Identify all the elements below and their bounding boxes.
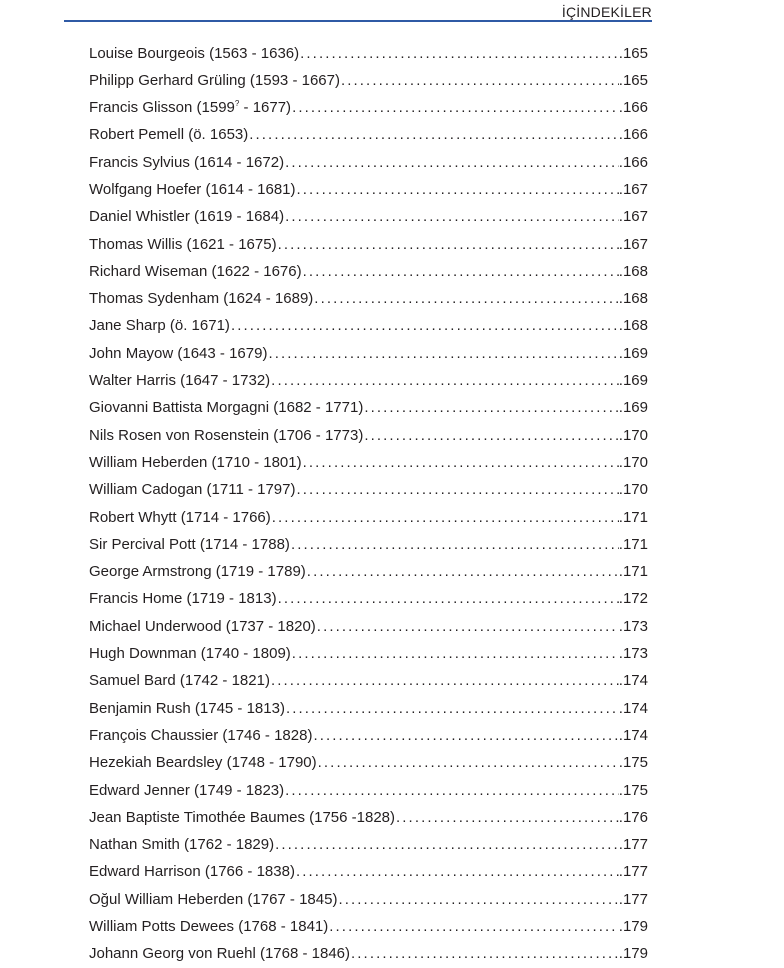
toc-entry[interactable] [89, 449, 648, 476]
entry-page-number: .167 [618, 235, 648, 253]
entry-title [89, 476, 297, 503]
dot-leader [318, 749, 619, 776]
entry-title-text: Oğul William Heberden (1767 - 1845) [89, 890, 338, 908]
dot-leader [285, 149, 619, 176]
toc-entry[interactable] [89, 695, 648, 722]
entry-page-number: .175 [618, 781, 648, 799]
entry-page-number: .168 [618, 262, 648, 280]
toc-entry[interactable] [89, 231, 648, 258]
dot-leader [341, 67, 619, 94]
entry-title [89, 585, 278, 612]
dot-leader [296, 858, 619, 885]
dot-leader [297, 476, 619, 503]
entry-title [89, 340, 268, 367]
entry-page-number: .166 [618, 126, 648, 144]
entry-title [89, 640, 292, 667]
toc-entry[interactable] [89, 476, 648, 503]
section-title: İÇİNDEKİLER [561, 4, 652, 20]
toc-entry[interactable] [89, 613, 648, 640]
dot-leader [271, 667, 619, 694]
entry-title-text: Sir Percival Pott (1714 - 1788) [89, 535, 290, 553]
entry-title-text: François Chaussier (1746 - 1828) [89, 726, 313, 744]
entry-page-number: .172 [618, 590, 648, 608]
toc-entry[interactable] [89, 203, 648, 230]
entry-page-number: .167 [618, 180, 648, 198]
dot-leader [292, 640, 619, 667]
entry-page-number: .168 [618, 290, 648, 308]
entry-title [89, 695, 286, 722]
dot-leader [329, 913, 619, 940]
entry-title [89, 858, 296, 885]
dot-leader [297, 176, 619, 203]
entry-title [89, 67, 341, 94]
dot-leader [292, 94, 619, 121]
entry-title-text: Samuel Bard (1742 - 1821) [89, 672, 270, 690]
entry-title-text: William Cadogan (1711 - 1797) [89, 481, 296, 499]
dot-leader [351, 940, 619, 967]
toc-entry[interactable] [89, 340, 648, 367]
entry-page-number: .170 [618, 453, 648, 471]
entry-title [89, 231, 278, 258]
entry-page-number: .169 [618, 344, 648, 362]
toc-entry[interactable] [89, 67, 648, 94]
dot-leader [317, 613, 619, 640]
entry-title [89, 913, 329, 940]
dot-leader [313, 722, 618, 749]
entry-title [89, 176, 297, 203]
toc-entry[interactable] [89, 149, 648, 176]
entry-page-number: .179 [618, 918, 648, 935]
entry-title-text: Johann Georg von Ruehl (1768 - 1846) [89, 945, 351, 963]
entry-page-number: .177 [618, 890, 648, 908]
dot-leader [268, 340, 618, 367]
dot-leader [364, 394, 618, 421]
dot-leader [278, 585, 619, 612]
dot-leader [231, 312, 619, 339]
toc-entry[interactable] [89, 531, 648, 558]
toc-entry[interactable] [89, 558, 648, 585]
dot-leader [272, 504, 619, 531]
entry-title-text: Richard Wiseman (1622 - 1676) [89, 262, 302, 280]
entry-title-text: John Mayow (1643 - 1679) [89, 344, 268, 362]
entry-title [89, 94, 292, 121]
dot-leader [286, 695, 619, 722]
toc-entry[interactable] [89, 886, 648, 913]
toc-entry[interactable] [89, 858, 648, 885]
toc-entry[interactable] [89, 312, 648, 339]
dot-leader [307, 558, 619, 585]
entry-title [89, 394, 364, 421]
entry-page-number: .169 [618, 372, 648, 390]
entry-page-number: .174 [618, 672, 648, 690]
page-header [64, 0, 652, 21]
entry-page-number: .171 [618, 508, 648, 526]
entry-page-number: .170 [618, 481, 648, 499]
dot-leader [303, 258, 619, 285]
dot-leader [285, 777, 619, 804]
entry-title [89, 258, 303, 285]
toc-entry[interactable] [89, 667, 648, 694]
entry-title [89, 203, 285, 230]
entry-page-number: .170 [618, 426, 648, 444]
entry-title-text: Jean Baptiste Timothée Baumes (1756 -1828) [89, 808, 396, 826]
dot-leader [364, 422, 618, 449]
entry-title [89, 558, 307, 585]
dot-leader [396, 804, 619, 831]
entry-title [89, 804, 396, 831]
entry-page-number: .169 [618, 399, 648, 417]
toc-entry[interactable] [89, 367, 648, 394]
toc-entry[interactable] [89, 640, 648, 667]
toc-entry[interactable] [89, 804, 648, 831]
entry-title [89, 149, 285, 176]
entry-title [89, 285, 314, 312]
entry-title-text: Edward Harrison (1766 - 1838) [89, 863, 295, 881]
toc-entry[interactable] [89, 258, 648, 285]
toc-entry[interactable] [89, 422, 648, 449]
entry-title-text: Jane Sharp (ö. 1671) [89, 317, 230, 335]
toc-entry[interactable] [89, 831, 648, 858]
entry-page-number: .167 [618, 208, 648, 226]
entry-title-text: Benjamin Rush (1745 - 1813) [89, 699, 285, 717]
toc-entry[interactable] [89, 940, 648, 967]
entry-title [89, 886, 338, 913]
toc-entry[interactable] [89, 176, 648, 203]
entry-title [89, 40, 300, 67]
entry-title-text: Nils Rosen von Rosenstein (1706 - 1773) [89, 426, 364, 444]
entry-title-text: Francis Sylvius (1614 - 1672) [89, 153, 285, 171]
entry-title [89, 749, 318, 776]
entry-title-text: Daniel Whistler (1619 - 1684) [89, 208, 285, 226]
toc-entry[interactable] [89, 749, 648, 776]
entry-title [89, 504, 272, 531]
entry-title [89, 940, 351, 967]
entry-title-text: Robert Whytt (1714 - 1766) [89, 508, 271, 526]
entry-page-number: .173 [618, 617, 648, 635]
dot-leader [291, 531, 619, 558]
entry-title [89, 831, 275, 858]
entry-page-number: .173 [618, 645, 648, 663]
toc-entry[interactable] [89, 285, 648, 312]
entry-title-text: Hezekiah Beardsley (1748 - 1790) [89, 754, 317, 772]
entry-title [89, 422, 364, 449]
entry-title-text: Francis Glisson (1599 [89, 99, 235, 117]
dot-leader [278, 231, 619, 258]
entry-page-number: .165 [618, 44, 648, 62]
entry-title-text: Edward Jenner (1749 - 1823) [89, 781, 285, 799]
toc-entry[interactable] [89, 394, 648, 421]
entry-title [89, 613, 317, 640]
entry-title-text: Giovanni Battista Morgagni (1682 - 1771) [89, 399, 364, 417]
entry-title-text: Michael Underwood (1737 - 1820) [89, 617, 316, 635]
entry-page-number: .174 [618, 699, 648, 717]
entry-title-text: Robert Pemell (ö. 1653) [89, 126, 249, 144]
dot-leader [275, 831, 619, 858]
entry-title-text: William Heberden (1710 - 1801) [89, 453, 302, 471]
entry-title-text: Louise Bourgeois (1563 - 1636) [89, 44, 300, 62]
entry-title-text: Walter Harris (1647 - 1732) [89, 372, 271, 390]
toc-entry[interactable] [89, 913, 648, 940]
entry-page-number: .177 [618, 836, 648, 854]
entry-page-number: .171 [618, 535, 648, 553]
dot-leader [249, 121, 619, 148]
entry-page-number: .177 [618, 863, 648, 881]
dot-leader [300, 40, 619, 67]
entry-title-text: Francis Home (1719 - 1813) [89, 590, 277, 608]
entry-title [89, 777, 285, 804]
entry-title [89, 531, 291, 558]
toc-entry[interactable] [89, 504, 648, 531]
table-of-contents [89, 40, 648, 968]
entry-title-text: George Armstrong (1719 - 1789) [89, 563, 306, 581]
entry-title-text-end: - 1677) [239, 99, 292, 117]
dot-leader [303, 449, 619, 476]
entry-title [89, 121, 249, 148]
entry-page-number: .171 [618, 563, 648, 581]
entry-page-number: .166 [618, 153, 648, 171]
entry-title [89, 449, 303, 476]
toc-entry[interactable] [89, 722, 648, 749]
entry-page-number: .175 [618, 754, 648, 772]
entry-title-text: William Potts Dewees (1768 - 1841) [89, 918, 329, 935]
entry-title-text: Thomas Willis (1621 - 1675) [89, 235, 277, 253]
entry-page-number: .174 [618, 726, 648, 744]
toc-entry[interactable] [89, 585, 648, 612]
dot-leader [314, 285, 619, 312]
entry-title [89, 312, 231, 339]
entry-page-number: .165 [618, 71, 648, 89]
entry-page-number: .179 [618, 945, 648, 963]
header-rule [64, 20, 652, 22]
toc-entry[interactable] [89, 94, 648, 121]
entry-title-text: Hugh Downman (1740 - 1809) [89, 645, 291, 663]
dot-leader [285, 203, 619, 230]
entry-page-number: .176 [618, 808, 648, 826]
toc-entry[interactable] [89, 121, 648, 148]
entry-title [89, 722, 313, 749]
entry-title-text: Nathan Smith (1762 - 1829) [89, 836, 275, 854]
entry-title-text: Thomas Sydenham (1624 - 1689) [89, 290, 314, 308]
entry-page-number: .166 [618, 99, 648, 117]
dot-leader [271, 367, 619, 394]
dot-leader [338, 886, 618, 913]
entry-title [89, 667, 271, 694]
toc-entry[interactable] [89, 777, 648, 804]
entry-title-text: Wolfgang Hoefer (1614 - 1681) [89, 180, 296, 198]
entry-title [89, 367, 271, 394]
entry-page-number: .168 [618, 317, 648, 335]
toc-entry[interactable] [89, 40, 648, 67]
entry-title-superscript: ? [234, 99, 240, 109]
entry-title-text: Philipp Gerhard Grüling (1593 - 1667) [89, 71, 340, 89]
